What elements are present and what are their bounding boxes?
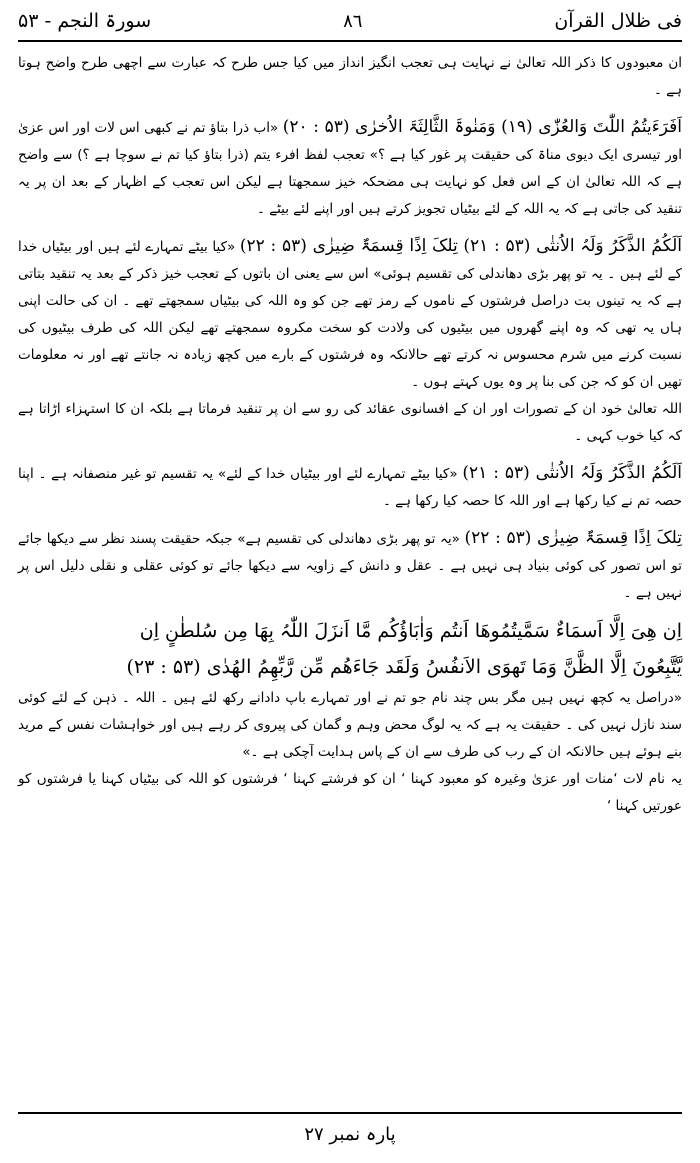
quran-verse-5-line-2: یَّتَّبِعُونَ اِلَّا الظَّنَّ وَمَا تَھوَی الاَنفُسُ وَلَقَد جَاءَھُم مِّن رَّبِّھِمُ الھُدٰی (۵۳ : ۲۳)	[126, 656, 682, 678]
quran-verse-3: اَلَکُمُ الذَّکَرُ وَلَہُ الاُنثٰی (۵۳ : ۲۱)	[462, 463, 682, 483]
paragraph-verse-3	[18, 458, 682, 515]
quran-verse-2: اَلَکُمُ الذَّکَرُ وَلَہُ الاُنثٰی (۵۳ : ۲۱) تِلکَ اِذًا قِسمَۃٌ ضِیزٰی (۵۳ : ۲۲)	[239, 236, 682, 256]
para-number: پارہ نمبر ۲۷	[304, 1124, 396, 1145]
quran-verse-5-line-1: اِن ھِیَ اِلَّا اَسمَاءٌ سَمَّیتُمُوھَا اَنتُم وَاٰبَاؤُکُم مَّا اَنزَلَ اللّٰہُ بِھَا مِن سُلطٰنٍ اِن	[139, 620, 682, 642]
surah-name: سورۃ النجم - ۵۳	[18, 10, 152, 32]
paragraph-verse-2	[18, 231, 682, 396]
paragraph-closing: یہ نام لات ‘منات اور عزیٰ وغیرہ کو معبود کہنا ‘ ان کو فرشتے کہنا ‘ فرشتوں کو اللہ کی بیٹیاں کہنا یا فرشتوں کو عورتیں کہنا ‘	[18, 771, 682, 814]
paragraph-verse-1-text: «اب ذرا بتاؤ تم نے کبھی اس لات اور اس عزیٰ اور تیسری ایک دیوی مناۃ کی حقیقت پر غور کیا ہے ؟» تعجب لفظ افرء یتم (ذرا بتاؤ کیا تم نے سوچا ہے ؟) سے واضح ہے کہ اللہ تعالیٰ ان کے اس فعل کو نہایت ہی مضحکہ خیز سمجھتا ہے لیکن اس تعجب کے اظہار کے بعد ان پر یہ تنقید کی جاتی ہے کہ یہ اللہ کے لئے بیٹیاں تجویز کرتے ہیں اور اپنے لئے بیٹے ۔	[18, 120, 682, 217]
paragraph-verse-4	[18, 523, 682, 607]
paragraph-verse-1	[18, 112, 682, 223]
quran-verse-4: تِلکَ اِذًا قِسمَۃٌ ضِیزٰی (۵۳ : ۲۲)	[464, 528, 683, 548]
paragraph-intro: ان معبودوں کا ذکر اللہ تعالیٰ نے نہایت ہی تعجب انگیز انداز میں کیا جس طرح کہ عبارت سے اچھی طرح واضح ہوتا ہے ۔	[18, 55, 682, 98]
book-title: فی ظلال القرآن	[554, 10, 682, 32]
header-divider	[18, 40, 682, 42]
paragraph-commentary: اللہ تعالیٰ خود ان کے تصورات اور ان کے افسانوی عقائد کی رو سے ان پر تنقید فرماتا ہے بلکہ ان کا استہزاء اڑاتا ہے کہ کیا خوب کہی ۔	[18, 401, 682, 444]
page-number: ٨٦	[343, 10, 363, 32]
paragraph-verse-2-text: «کیا بیٹے تمہارے لئے ہیں اور بیٹیاں خدا کے لئے ہیں ۔ یہ تو پھر بڑی دھاندلی کی تقسیم ہوئی» اس سے یعنی ان باتوں کے تعجب خیز ذکر کے بعد یہ تنقید بتاتی ہے کہ یہ تینوں بت دراصل فرشتوں کے ناموں کے رمز تھے جن کو وہ اللہ کی بیٹیاں سمجھتے تھے ۔ ان کی حالت اپنی ہاں یہ تھی کہ وہ اپنے گھروں میں بیٹیوں کی ولادت کو سخت مکروہ سمجھتے تھے لیکن اللہ کی طرف بیٹیوں کی نسبت کرنے میں شرم محسوس نہ کرتے تھے حالانکہ وہ فرشتوں کے بارے میں کچھ زیادہ نہ جانتے تھے اور نہ معلومات تھیں ان کو کہ جن کی بنا پر وہ یوں کہتے ہوں ۔	[18, 239, 682, 390]
page-footer	[0, 1124, 700, 1145]
paragraph-verse-5-text: «دراصل یہ کچھ نہیں ہیں مگر بس چند نام جو تم نے اور تمہارے باپ دادانے رکھ لئے ہیں ۔ اللہ ۔ ذہن کے لئے کوئی سند نازل نہیں کی ۔ حقیقت یہ ہے کہ یہ لوگ محض وہم و گمان کی پیروی کر رہے ہیں اور خواہشات نفس کے مرید بنے ہوئے ہیں حالانکہ ان کے رب کی طرف سے ان کے پاس ہدایت آچکی ہے ۔»	[18, 690, 682, 760]
paragraph-verse-3-text: «کیا بیٹے تمہارے لئے اور بیٹیاں خدا کے لئے» یہ تقسیم تو غیر منصفانہ ہے ۔ اپنا حصہ تم نے کیا رکھا ہے اور اللہ کا حصہ کیا رکھا ہے ۔	[18, 466, 682, 509]
paragraph-verse-4-text: «یہ تو پھر بڑی دھاندلی کی تقسیم ہے» جبکہ حقیقت پسند نظر سے دیکھا جائے تو اس تصور کی کوئی بنیاد ہی نہیں ہے ۔ عقل و دانش کے زاویہ سے دیکھا جائے تو کوئی عقلی و نقلی دلیل اس پر نہیں ہے ۔	[18, 531, 682, 601]
footer-divider	[18, 1112, 682, 1114]
page-content	[18, 50, 682, 1105]
page-header	[18, 6, 682, 36]
quran-verse-1: اَفَرَءَیتُمُ اللّٰتَ وَالعُزّٰی (۱۹) وَمَنٰوۃَ الثَّالِثَۃَ الاُخرٰی (۵۳ : ۲۰)	[282, 117, 683, 137]
